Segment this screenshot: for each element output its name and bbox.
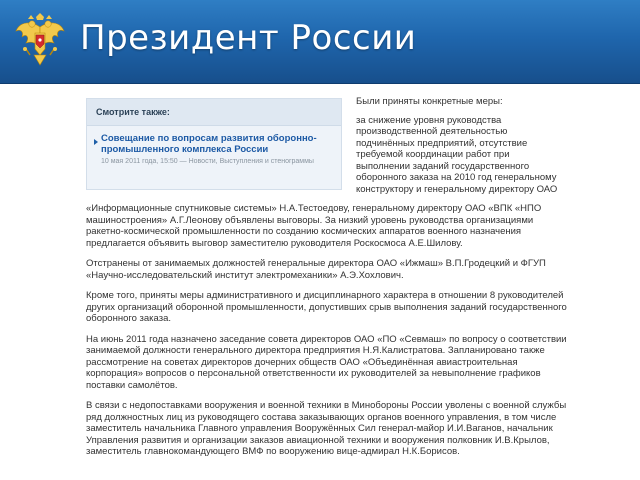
article-paragraph: «Информационные спутниковые системы» Н.А.Тестоедову, генеральному директору ОАО «ВПК «НПО машиностроения» А.Г.Леонову объявлены выговоры. За низкий уровень руководства организациями ракетно-космической промышленности по созданию космических аппаратов военного назначения предлагается объявить выговор заместителю руководителя Роскосмоса А.Е.Шилову. [86, 203, 542, 249]
see-also-heading: Смотрите также: [87, 99, 341, 126]
article-body [86, 203, 568, 467]
see-also-meta: 10 мая 2011 года, 15:50 — Новости, Выступления и стенограммы [101, 158, 314, 165]
right-column-text [356, 96, 566, 202]
see-also-link[interactable]: Совещание по вопросам развития оборонно-промышленного комплекса России [101, 133, 317, 155]
see-also-box [86, 98, 342, 190]
see-also-item [87, 126, 341, 166]
article-paragraph: В связи с недопоставками вооружения и военной техники в Минобороны России уволены с военной службы ряд должностных лиц из руководящего состава заказывающих органов военного управления, в том числе заместитель начальника Главного управления Вооружённых Сил генерал-майор И.И.Ваганов, начальник Управления развития и организации заказов авиационной техники и вооружения полковник И.В.Крылов, заместитель главнокомандующего ВМФ по вооружению вице-адмирал Н.К.Борисов. [86, 400, 567, 457]
article-paragraph: Отстранены от занимаемых должностей генеральные директора ОАО «Ижмаш» В.П.Гродецкий и ФГУП «Научно-исследовательский институт электромеханики» А.Э.Хохлович. [86, 258, 546, 281]
site-header [0, 0, 640, 84]
double-headed-eagle-emblem-icon[interactable] [14, 13, 66, 69]
measures-intro: Были приняты конкретные меры: [356, 96, 503, 107]
article-paragraph: Кроме того, приняты меры административного и дисциплинарного характера в отношении 8 руководителей других организаций оборонной промышленности, допустивших срыв выполнения заданий государственного оборонного заказа. [86, 290, 567, 324]
measures-item: за снижение уровня руководства производственной деятельностью подчинённых предприятий, отсутствие требуемой координации работ при выполнении заданий государственного оборонного заказа на 2010 год генеральному конструктору и генеральному директору ОАО [356, 114, 558, 195]
site-title[interactable]: Президент России [80, 18, 417, 58]
triangle-bullet-icon [94, 139, 98, 145]
article-paragraph: На июнь 2011 года назначено заседание совета директоров ОАО «ПО «Севмаш» по вопросу о соответствии занимаемой должности генерального директора предприятия Н.Я.Калистратова. Запланировано также рассмотрение на советах директоров дочерних обществ ОАО «Объединённая авиастроительная корпорация» вопросов о персональной ответственности их руководителей за невыполнение графиков поставки самолётов. [86, 333, 567, 391]
